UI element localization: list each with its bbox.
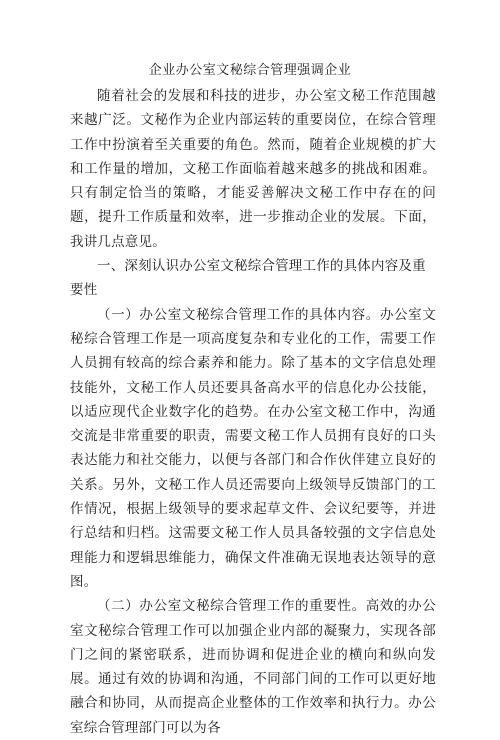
subsection-paragraph-1: （一）办公室文秘综合管理工作的具体内容。办公室文秘综合管理工作是一项高度复杂和专业化的工作，需要工作人员拥有较高的综合素养和能力。除了基本的文字信息处理技能外，文秘工作人员还要具备高水平的信息化办公技能，以适应现代企业数字化的趋势。在办公室文秘工作中，沟通交流是非常重要的职责，需要文秘工作人员拥有良好的口头表达能力和社交能力，以便与各部门和合作伙伴建立良好的关系。另外，文秘工作人员还需要向上级领导反馈部门的工作情况，根据上级领导的要求起草文件、会议纪要等，并进行总结和归档。这需要文秘工作人员具备较强的文字信息处理能力和逻辑思维能力，确保文件准确无误地表达领导的意图。 [70,306,436,590]
subsection-paragraph-2: （二）办公室文秘综合管理工作的重要性。高效的办公室文秘综合管理工作可以加强企业内部的凝聚力，实现各部门之间的紧密联系，进而协调和促进企业的横向和纵向发展。通过有效的协调和沟通，不同部门间的工作可以更好地融合和协同，从而提高企业整体的工作效率和执行力。办公室综合管理部门可以为各 [70,598,436,736]
intro-paragraph: 随着社会的发展和科技的进步，办公室文秘工作范围越来越广泛。文秘作为企业内部运转的重要岗位，在综合管理工作中扮演着至关重要的角色。然而，随着企业规模的扩大和工作量的增加，文秘工作面临着越来越多的挑战和困难。只有制定恰当的策略，才能妥善解决文秘工作中存在的问题，提升工作质量和效率，进一步推动企业的发展。下面，我讲几点意见。 [70,88,436,250]
section-heading-1: 一、深刻认识办公室文秘综合管理工作的具体内容及重要性 [70,258,426,299]
document-body [70,84,436,740]
document-title: 企业办公室文秘综合管理强调企业 [148,63,352,78]
